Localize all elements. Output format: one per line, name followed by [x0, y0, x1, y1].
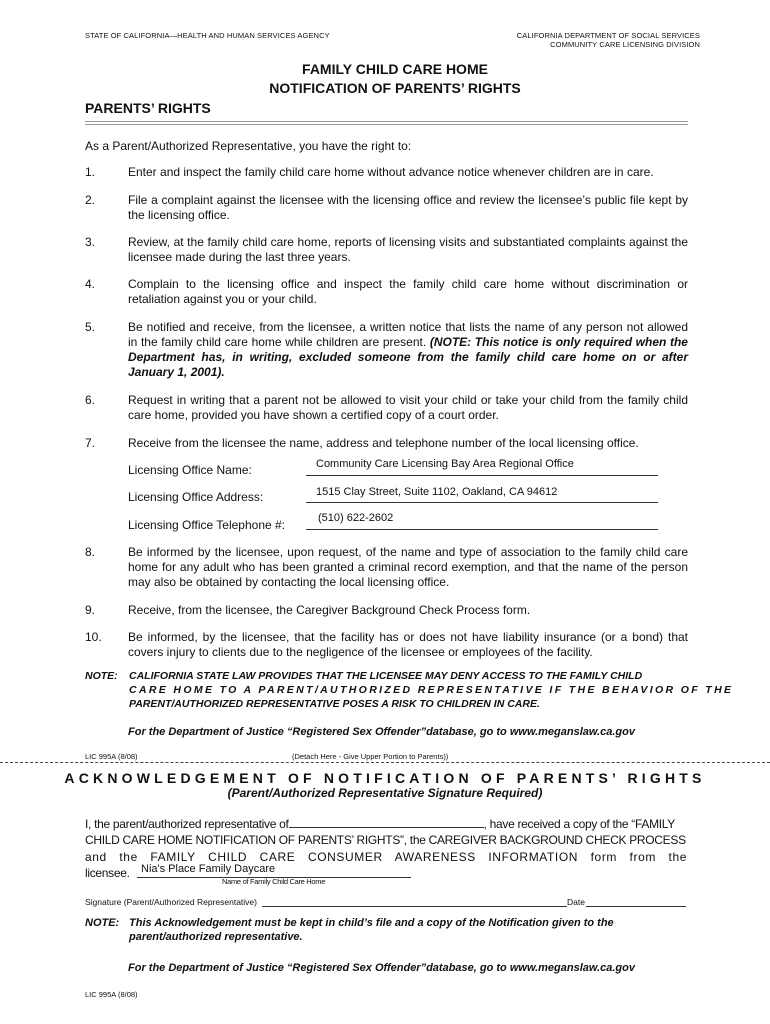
item-text: Enter and inspect the family child care home without advance notice whenever children are in care.: [128, 165, 654, 179]
department-name: CALIFORNIA DEPARTMENT OF SOCIAL SERVICES: [516, 31, 700, 40]
licensing-office-phone-line: [306, 529, 658, 530]
form-title-line2: NOTIFICATION OF PARENTS’ RIGHTS: [269, 80, 521, 96]
item-number: 4.: [85, 277, 96, 291]
note-label: NOTE:: [85, 670, 118, 682]
department-header: [517, 31, 700, 49]
detach-line: [0, 762, 770, 763]
acknowledgement-title: ACKNOWLEDGEMENT OF NOTIFICATION OF PARENTS’ RIGHTS: [64, 770, 706, 786]
item-5-text: Be notified and receive, from the licensee, a written notice that lists the name of any person not allowed in the family child care home while children are present.: [128, 320, 688, 349]
acknowledgement-line2: CHILD CARE HOME NOTIFICATION OF PARENTS’ RIGHTS”, the CAREGIVER BACKGROUND CHECK PROCESS: [85, 833, 686, 847]
item-number: 2.: [85, 193, 96, 207]
signature-label: Signature (Parent/Authorized Representative): [85, 897, 257, 907]
signature-field[interactable]: [262, 906, 567, 907]
licensing-office-phone-label: Licensing Office Telephone #:: [128, 518, 286, 532]
ack-text-b: , have received a copy of the “FAMILY: [483, 817, 675, 831]
licensing-office-name-value[interactable]: Community Care Licensing Bay Area Regional Office: [316, 458, 574, 470]
division-name: COMMUNITY CARE LICENSING DIVISION: [550, 40, 700, 49]
item-text: File a complaint against the licensee with the licensing office and review the licensee’s public file kept by the licensing office.: [128, 193, 688, 222]
licensing-office-address-value[interactable]: 1515 Clay Street, Suite 1102, Oakland, CA 94612: [316, 486, 558, 498]
item-text: Be informed by the licensee, upon request, of the name and type of association to the family child care home for any adult who has been granted a criminal record exemption, and that the name of the person may also be obtained by contacting the local licensing office.: [128, 545, 688, 589]
note-line: CALIFORNIA STATE LAW PROVIDES THAT THE LICENSEE MAY DENY ACCESS TO THE FAMILY CHILD: [129, 670, 643, 682]
item-number: 5.: [85, 320, 96, 334]
licensing-office-name-label: Licensing Office Name:: [128, 463, 252, 477]
acknowledgement-line1: [85, 815, 675, 833]
form-title-line1: FAMILY CHILD CARE HOME: [302, 61, 488, 77]
ack-text-a: I, the parent/authorized representative of: [85, 817, 289, 831]
licensing-office-phone-value[interactable]: (510) 622-2602: [318, 512, 394, 524]
licensing-office-address-line: [306, 502, 658, 503]
item-text: Receive, from the licensee, the Caregiver Background Check Process form.: [128, 603, 531, 617]
item-text: Review, at the family child care home, reports of licensing visits and substantiated complaints against the licensee made during the last three years.: [128, 235, 688, 264]
note-line: PARENT/AUTHORIZED REPRESENTATIVE POSES A RISK TO CHILDREN IN CARE.: [129, 698, 540, 710]
doj-database-line: For the Department of Justice “Registered Sex Offender”database, go to www.meganslaw.ca.gov: [128, 726, 635, 738]
licensee-label: licensee.: [85, 866, 130, 880]
licensee-name-caption: Name of Family Child Care Home: [222, 877, 326, 886]
item-5-note: (NOTE: This notice is only required when the Department has, in writing, excluded someone from the family child care home on or after January 1, 2001).: [128, 335, 688, 379]
item-number: 3.: [85, 235, 96, 249]
ack-note-line: parent/authorized representative.: [129, 931, 303, 943]
ack-note-line: This Acknowledgement must be kept in child’s file and a copy of the Notification given to the: [129, 917, 614, 929]
date-field[interactable]: [586, 906, 686, 907]
child-name-field[interactable]: [289, 815, 484, 828]
licensee-name-value[interactable]: Nia's Place Family Daycare: [141, 863, 276, 875]
acknowledgement-subtitle: (Parent/Authorized Representative Signature Required): [227, 786, 543, 800]
agency-header: STATE OF CALIFORNIA—HEALTH AND HUMAN SERVICES AGENCY: [85, 31, 330, 40]
item-text: Request in writing that a parent not be allowed to visit your child or take your child from the family child care home, provided you have shown a certified copy of a court order.: [128, 393, 688, 422]
item-text: Be informed, by the licensee, that the facility has or does not have liability insurance (or a bond) that covers injury to clients due to the negligence of the licensee or employees of the facility.: [128, 630, 688, 659]
item-text: Receive from the licensee the name, address and telephone number of the local licensing office.: [128, 436, 639, 450]
item-number: 6.: [85, 393, 96, 407]
licensing-office-address-label: Licensing Office Address:: [128, 490, 264, 504]
licensing-office-name-line: [306, 475, 658, 476]
form-id-bottom: LIC 995A (8/08): [85, 990, 138, 999]
intro-text: As a Parent/Authorized Representative, you have the right to:: [85, 139, 412, 153]
doj-database-line-bottom: For the Department of Justice “Registered Sex Offender”database, go to www.meganslaw.ca.gov: [128, 962, 635, 974]
section-divider: [85, 121, 688, 125]
item-text: [128, 320, 688, 380]
acknowledgement-line3: and the FAMILY CHILD CARE CONSUMER AWARENESS INFORMATION form from the: [85, 850, 687, 864]
item-text: Complain to the licensing office and inspect the family child care home without discrimination or retaliation against you or your child.: [128, 277, 688, 306]
section-title: PARENTS’ RIGHTS: [85, 100, 211, 116]
ack-note-label: NOTE:: [85, 917, 120, 929]
item-number: 8.: [85, 545, 96, 559]
ack-note-text: [129, 916, 614, 944]
form-id: LIC 995A (8/08): [85, 752, 138, 761]
note-line: CARE HOME TO A PARENT/AUTHORIZED REPRESENTATIVE IF THE BEHAVIOR OF THE: [129, 684, 734, 696]
item-number: 10.: [85, 630, 102, 644]
item-number: 7.: [85, 436, 96, 450]
date-label: Date: [567, 897, 585, 907]
item-number: 9.: [85, 603, 96, 617]
detach-instruction: (Detach Here - Give Upper Portion to Parents)): [292, 752, 449, 761]
note-text: [129, 669, 734, 711]
item-number: 1.: [85, 165, 96, 179]
